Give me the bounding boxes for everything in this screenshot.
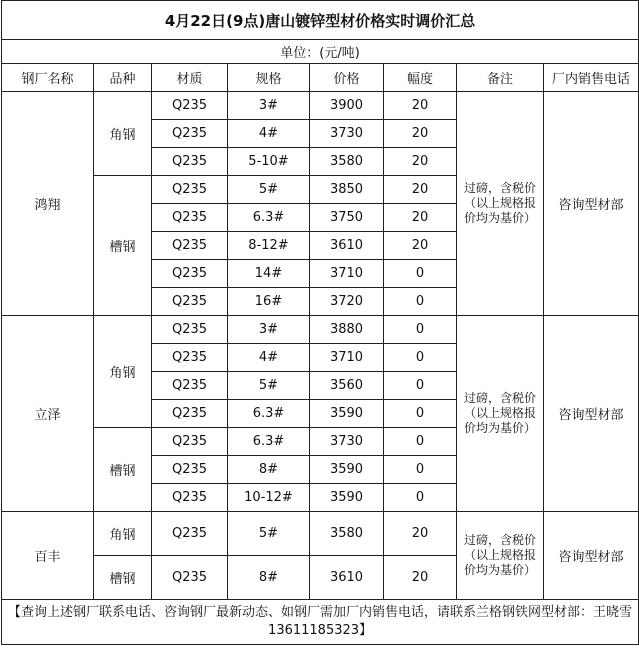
change-cell: 20 [384, 232, 457, 260]
header-variety: 品种 [94, 64, 152, 92]
change-cell: 0 [384, 484, 457, 512]
material-cell: Q235 [152, 176, 228, 204]
phone-cell: 咨询型材部 [544, 512, 639, 600]
change-cell: 20 [384, 148, 457, 176]
price-cell: 3880 [310, 316, 384, 344]
header-change: 幅度 [384, 64, 457, 92]
table-row [2, 512, 639, 556]
material-cell: Q235 [152, 400, 228, 428]
price-cell: 3720 [310, 288, 384, 316]
change-cell: 0 [384, 400, 457, 428]
change-cell: 0 [384, 288, 457, 316]
price-cell: 3610 [310, 232, 384, 260]
header-price: 价格 [310, 64, 384, 92]
price-cell: 3730 [310, 428, 384, 456]
phone-cell: 咨询型材部 [544, 316, 639, 512]
unit-label: 单位：(元/吨) [2, 40, 639, 64]
spec-cell: 5-10# [228, 148, 310, 176]
material-cell: Q235 [152, 92, 228, 120]
material-cell: Q235 [152, 428, 228, 456]
change-cell: 20 [384, 556, 457, 600]
material-cell: Q235 [152, 232, 228, 260]
footer-contact: 【查询上述钢厂联系电话、咨询钢厂最新动态、如钢厂需加厂内销售电话，请联系兰格钢铁网型材部：王晓雪13611185323】 [2, 600, 639, 645]
spec-cell: 3# [228, 316, 310, 344]
note-cell: 过磅，含税价（以上规格报价均为基价） [457, 512, 544, 600]
change-cell: 0 [384, 456, 457, 484]
price-cell: 3580 [310, 512, 384, 556]
mill-name: 百丰 [2, 512, 94, 600]
header-row [2, 64, 639, 92]
spec-cell: 14# [228, 260, 310, 288]
header-note: 备注 [457, 64, 544, 92]
header-mill: 钢厂名称 [2, 64, 94, 92]
variety-name: 角钢 [94, 92, 152, 176]
material-cell: Q235 [152, 484, 228, 512]
material-cell: Q235 [152, 512, 228, 556]
material-cell: Q235 [152, 556, 228, 600]
note-cell: 过磅，含税价（以上规格报价均为基价） [457, 316, 544, 512]
spec-cell: 16# [228, 288, 310, 316]
material-cell: Q235 [152, 120, 228, 148]
spec-cell: 4# [228, 344, 310, 372]
price-table [1, 0, 639, 645]
spec-cell: 5# [228, 512, 310, 556]
price-cell: 3750 [310, 204, 384, 232]
spec-cell: 3# [228, 92, 310, 120]
price-cell: 3560 [310, 372, 384, 400]
price-cell: 3730 [310, 120, 384, 148]
table-row [2, 92, 639, 120]
spec-cell: 8# [228, 556, 310, 600]
material-cell: Q235 [152, 344, 228, 372]
material-cell: Q235 [152, 148, 228, 176]
spec-cell: 5# [228, 372, 310, 400]
change-cell: 20 [384, 92, 457, 120]
price-cell: 3710 [310, 260, 384, 288]
change-cell: 20 [384, 120, 457, 148]
phone-cell: 咨询型材部 [544, 92, 639, 316]
price-cell: 3590 [310, 400, 384, 428]
variety-name: 角钢 [94, 316, 152, 428]
material-cell: Q235 [152, 456, 228, 484]
price-cell: 3590 [310, 484, 384, 512]
price-cell: 3850 [310, 176, 384, 204]
change-cell: 20 [384, 176, 457, 204]
note-cell: 过磅，含税价（以上规格报价均为基价） [457, 92, 544, 316]
table-row [2, 316, 639, 344]
price-cell: 3710 [310, 344, 384, 372]
change-cell: 0 [384, 372, 457, 400]
change-cell: 0 [384, 428, 457, 456]
spec-cell: 6.3# [228, 400, 310, 428]
material-cell: Q235 [152, 288, 228, 316]
header-material: 材质 [152, 64, 228, 92]
spec-cell: 4# [228, 120, 310, 148]
variety-name: 槽钢 [94, 428, 152, 512]
spec-cell: 8# [228, 456, 310, 484]
variety-name: 角钢 [94, 512, 152, 556]
spec-cell: 8-12# [228, 232, 310, 260]
change-cell: 0 [384, 260, 457, 288]
spec-cell: 5# [228, 176, 310, 204]
spec-cell: 6.3# [228, 428, 310, 456]
spec-cell: 10-12# [228, 484, 310, 512]
variety-name: 槽钢 [94, 556, 152, 600]
material-cell: Q235 [152, 316, 228, 344]
change-cell: 0 [384, 344, 457, 372]
material-cell: Q235 [152, 204, 228, 232]
price-cell: 3900 [310, 92, 384, 120]
change-cell: 20 [384, 204, 457, 232]
change-cell: 20 [384, 512, 457, 556]
page-title: 4月22日(9点)唐山镀锌型材价格实时调价汇总 [2, 1, 639, 40]
footer-row [2, 600, 639, 645]
mill-name: 立泽 [2, 316, 94, 512]
variety-name: 槽钢 [94, 176, 152, 316]
price-cell: 3610 [310, 556, 384, 600]
mill-name: 鸿翔 [2, 92, 94, 316]
price-cell: 3580 [310, 148, 384, 176]
change-cell: 0 [384, 316, 457, 344]
material-cell: Q235 [152, 372, 228, 400]
spec-cell: 6.3# [228, 204, 310, 232]
header-phone: 厂内销售电话 [544, 64, 639, 92]
material-cell: Q235 [152, 260, 228, 288]
header-spec: 规格 [228, 64, 310, 92]
price-cell: 3590 [310, 456, 384, 484]
